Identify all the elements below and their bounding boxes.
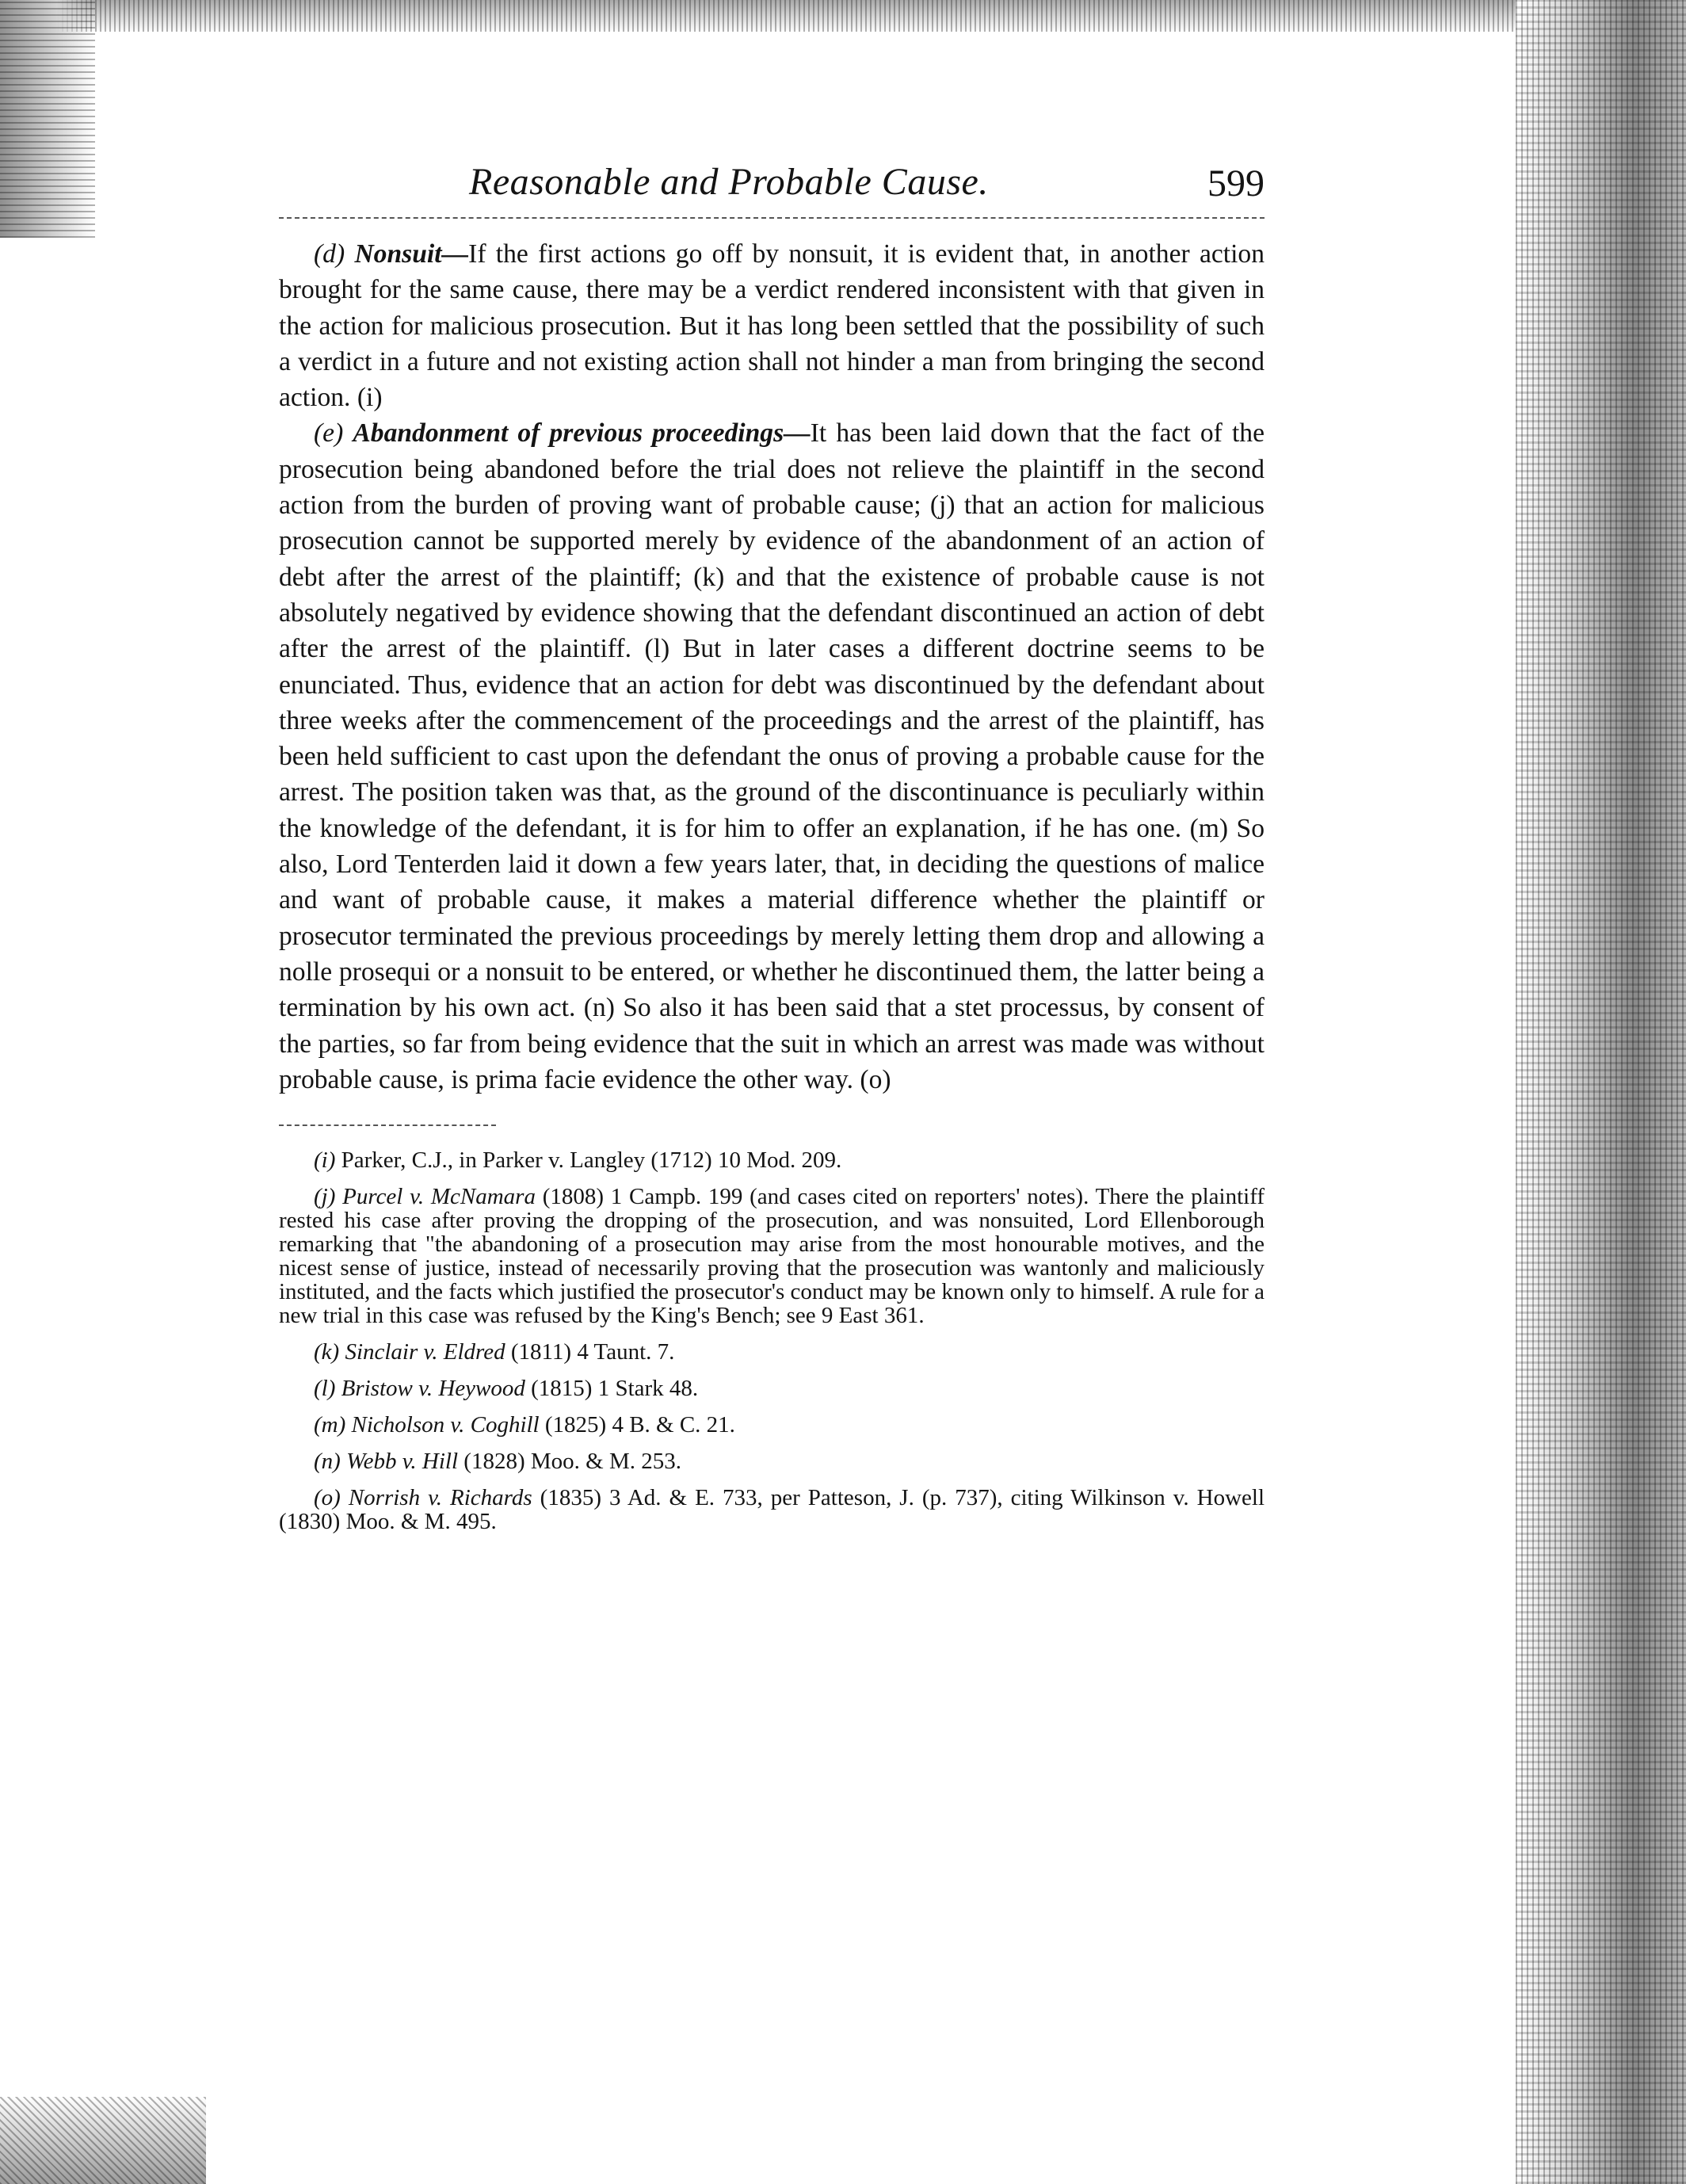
footnote-case: Nicholson v. Coghill: [351, 1412, 540, 1438]
scan-edge-left: [0, 0, 95, 238]
footnote-mark: (l): [314, 1376, 336, 1402]
footnote-text: (1808) 1 Campb. 199 (and cases cited on reporters' notes). There the plaintiff rested his case after proving the dropping of the prosecution, and was nonsuited, Lord Ellenborough remarking that "the abandoning of a prosecution may arise from the most honourable motives, and the nicest sense of justice, instead of necessarily proving that the prosecution was wantonly and maliciously instituted, and the facts which justified the prosecutor's conduct may be known only to himself. A rule for a new trial in this case was refused by the King's Bench; see 9 East 361.: [279, 1184, 1265, 1329]
book-page: [279, 151, 1264, 1546]
footnote-case: Purcel v. McNamara: [342, 1184, 536, 1210]
page-title: Reasonable and Probable Cause.: [469, 161, 989, 203]
header-rule: [279, 217, 1264, 219]
paragraph-heading: Abandonment of previous proceedings—: [353, 418, 811, 449]
footnote-m: [279, 1413, 1264, 1437]
footnote-mark: (k): [314, 1339, 340, 1365]
footnote-n: [279, 1449, 1264, 1473]
footnote-case: Sinclair v. Eldred: [345, 1339, 505, 1365]
footnote-o: [279, 1486, 1264, 1533]
footnote-text: (1828) Moo. & M. 253.: [463, 1449, 681, 1475]
footnote-case: Bristow v. Heywood: [341, 1376, 525, 1402]
paragraph-text: If the first actions go off by nonsuit, it is evident that, in another action brought for the same cause, there may be a verdict rendered inconsistent with that given in the action for malicious prosecution. But it has long been settled that the possibility of such a verdict in a future and not existing action shall not hinder a man from bringing the second action. (i): [279, 239, 1264, 413]
running-head: [279, 151, 1264, 217]
footnote-mark: (j): [314, 1184, 336, 1210]
paragraph-heading: Nonsuit—: [354, 239, 469, 269]
footnote-mark: (m): [314, 1412, 346, 1438]
paragraph-mark: (e): [314, 418, 344, 449]
footnote-case: Webb v. Hill: [346, 1449, 459, 1475]
footnote-l: [279, 1376, 1264, 1400]
footnote-rule: [279, 1124, 496, 1126]
footnote-text: (1815) 1 Stark 48.: [531, 1376, 699, 1402]
footnote-k: [279, 1340, 1264, 1364]
paragraph-text: It has been laid down that the fact of the prosecution being abandoned before the trial does not relieve the plaintiff in the second action from the burden of proving want of probable cause; (j) that an action for malicious prosecution cannot be supported merely by evidence of the abandonment of an action of debt after the arrest of the plaintiff; (k) and that the existence of probable cause is not absolutely negatived by evidence showing that the defendant discontinued an action of debt after the arrest of the plaintiff. (l) But in later cases a different doctrine seems to be enunciated. Thus, evidence that an action for debt was discontinued by the defendant about three weeks after the commencement of the proceedings and the arrest of the plaintiff, has been held sufficient to cast upon the defendant the onus of proving a probable cause for the arrest. The position taken was that, as the ground of the discontinuance is peculiarly within the knowledge of the defendant, it is for him to offer an explanation, if he has one. (m) So also, Lord Tenterden laid it down a few years later, that, in deciding the questions of malice and want of probable cause, it makes a material difference whether the plaintiff or prosecutor terminated the previous proceedings by merely letting them drop and allowing a nolle prosequi or a nonsuit to be entered, or whether he discontinued them, the latter being a termination by his own act. (n) So also it has been said that a stet processus, by consent of the parties, so far from being evidence that the suit in which an arrest was made was without probable cause, is prima facie evidence the other way. (o): [279, 418, 1264, 1094]
footnote-text: (1825) 4 B. & C. 21.: [544, 1412, 735, 1438]
footnote-i: [279, 1148, 1264, 1172]
footnote-text: (1835) 3 Ad. & E. 733, per Patteson, J. (p. 737), citing Wilkinson v. Howell (1830) Moo. & M. 495.: [279, 1485, 1265, 1535]
paragraph-nonsuit: [279, 236, 1264, 415]
scan-edge-right: [1516, 0, 1686, 2184]
footnote-j: [279, 1185, 1264, 1327]
paragraph-abandonment: [279, 415, 1264, 1098]
footnote-text: Parker, C.J., in Parker v. Langley (1712) 10 Mod. 209.: [341, 1147, 842, 1174]
page-number: 599: [1207, 162, 1264, 204]
footnote-mark: (n): [314, 1449, 341, 1475]
footnote-case: Norrish v. Richards: [348, 1485, 532, 1511]
footnote-mark: (i): [314, 1147, 336, 1174]
footnote-mark: (o): [314, 1485, 341, 1511]
scan-edge-bottom-left: [0, 2097, 206, 2184]
body-text: [279, 236, 1264, 1098]
footnotes: [279, 1148, 1264, 1533]
footnote-text: (1811) 4 Taunt. 7.: [510, 1339, 675, 1365]
paragraph-mark: (d): [314, 239, 345, 269]
scan-edge-top: [0, 0, 1686, 32]
